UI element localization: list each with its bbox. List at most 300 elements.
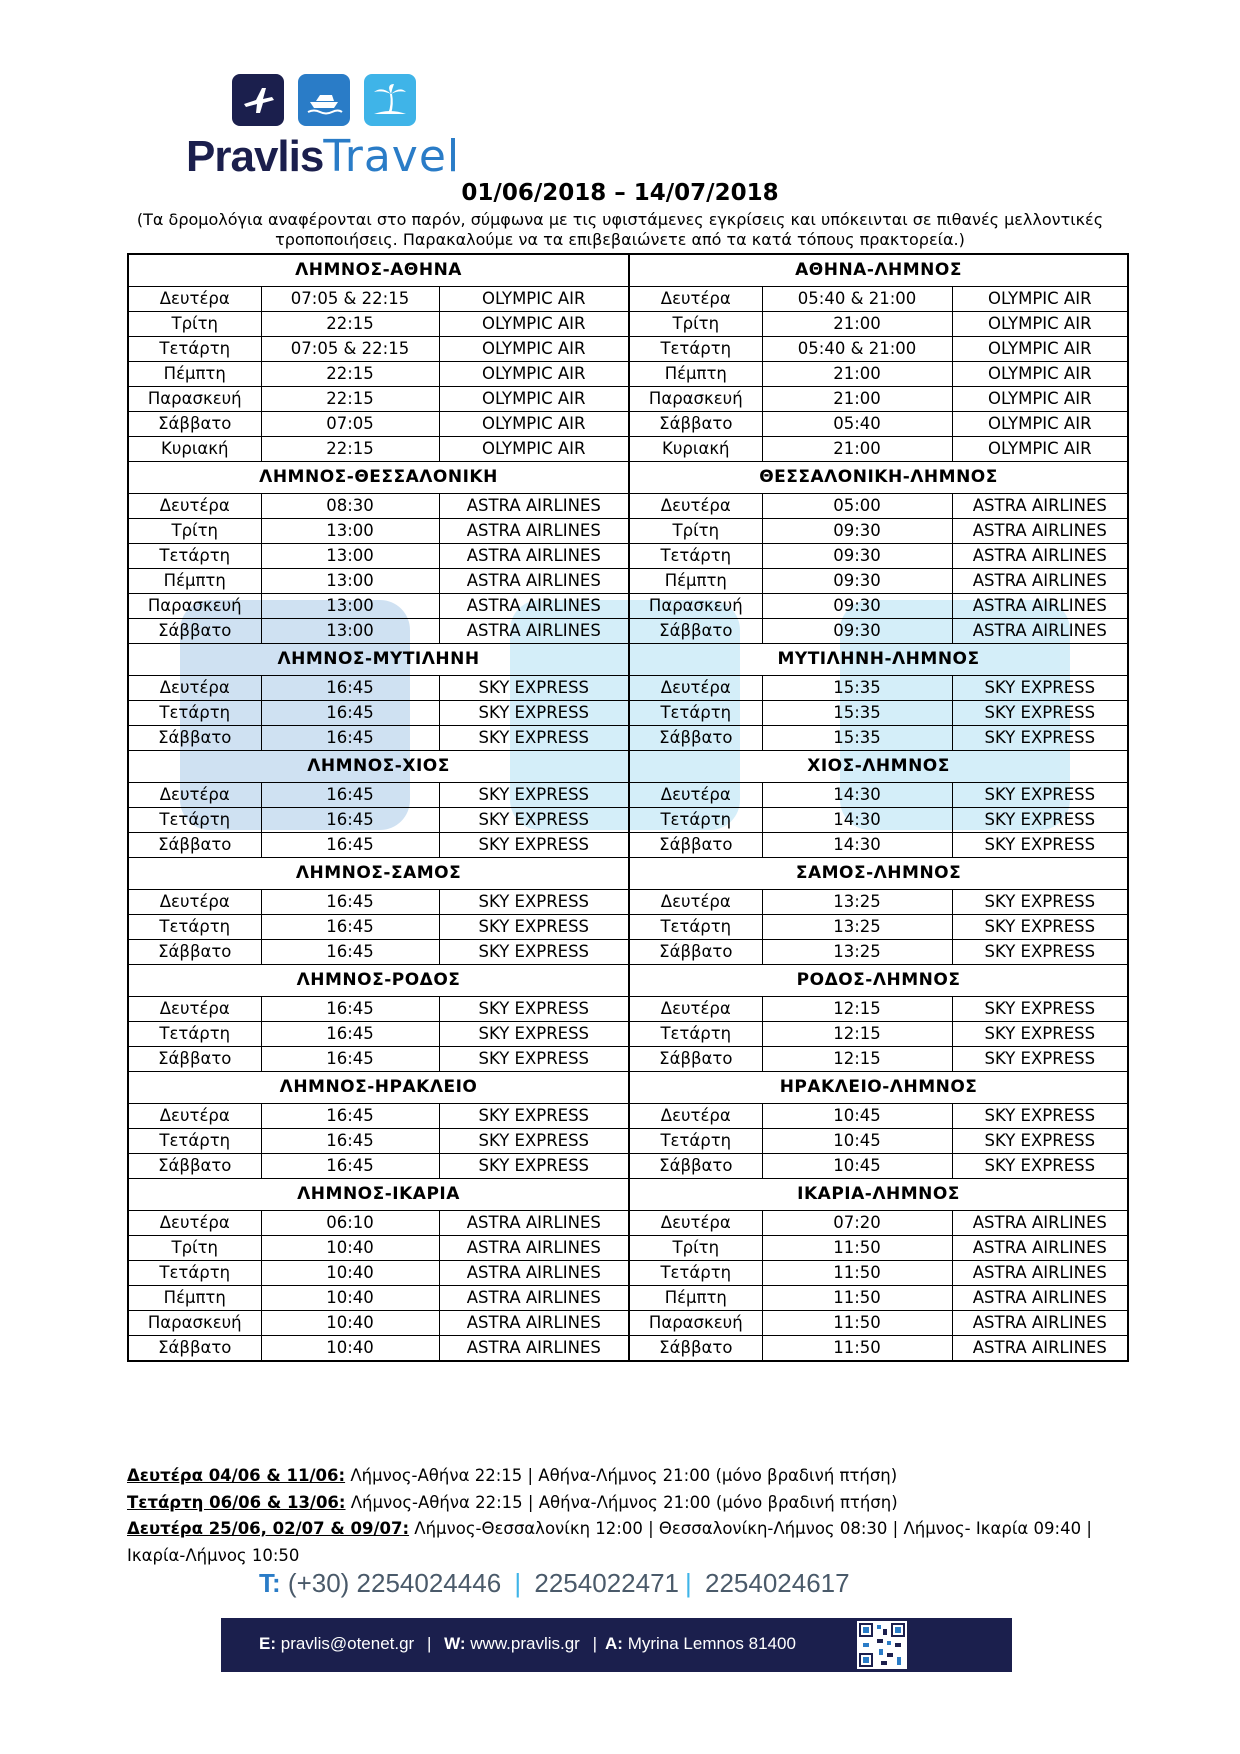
time-cell: 10:45 [762, 1129, 952, 1154]
flight-row [128, 833, 1128, 858]
footer-separator: | [426, 1634, 432, 1653]
airline-cell: ASTRA AIRLINES [952, 544, 1128, 569]
airline-cell: SKY EXPRESS [952, 1104, 1128, 1129]
route-title-outbound: ΛΗΜΝΟΣ-ΙΚΑΡΙΑ [128, 1179, 629, 1211]
airline-cell: OLYMPIC AIR [439, 337, 629, 362]
airline-cell: SKY EXPRESS [952, 940, 1128, 965]
flight-row [128, 940, 1128, 965]
airline-cell: SKY EXPRESS [952, 890, 1128, 915]
airline-cell: SKY EXPRESS [952, 1047, 1128, 1072]
flight-row [128, 1129, 1128, 1154]
flight-row [128, 494, 1128, 519]
time-cell: 13:00 [261, 619, 439, 644]
route-header-row [128, 254, 1128, 287]
time-cell: 05:40 & 21:00 [762, 287, 952, 312]
note-label: Τετάρτη 06/06 & 13/06: [127, 1492, 346, 1512]
day-cell: Τετάρτη [128, 544, 261, 569]
website-link[interactable]: www.pravlis.gr [470, 1634, 580, 1653]
time-cell: 10:40 [261, 1286, 439, 1311]
route-header-row [128, 751, 1128, 783]
note-line [127, 1463, 1127, 1490]
day-cell: Τετάρτη [128, 1261, 261, 1286]
time-cell: 06:10 [261, 1211, 439, 1236]
flight-row [128, 808, 1128, 833]
palm-tree-icon [364, 74, 416, 126]
note-label: Δευτέρα 04/06 & 11/06: [127, 1466, 346, 1485]
time-cell: 21:00 [762, 312, 952, 337]
day-cell: Δευτέρα [128, 676, 261, 701]
time-cell: 10:40 [261, 1336, 439, 1362]
airline-cell: SKY EXPRESS [439, 808, 629, 833]
day-cell: Σάββατο [629, 412, 762, 437]
time-cell: 09:30 [762, 619, 952, 644]
airline-cell: ASTRA AIRLINES [952, 1211, 1128, 1236]
time-cell: 16:45 [261, 701, 439, 726]
time-cell: 16:45 [261, 997, 439, 1022]
airline-cell: ASTRA AIRLINES [439, 594, 629, 619]
route-title-return: ΘΕΣΣΑΛΟΝΙΚΗ-ΛΗΜΝΟΣ [629, 462, 1128, 494]
flight-row [128, 544, 1128, 569]
time-cell: 05:40 & 21:00 [762, 337, 952, 362]
airline-cell: OLYMPIC AIR [439, 362, 629, 387]
airline-cell: SKY EXPRESS [952, 783, 1128, 808]
special-notes [127, 1463, 1127, 1569]
route-title-return: ΧΙΟΣ-ΛΗΜΝΟΣ [629, 751, 1128, 783]
phone-number-3: 2254024617 [705, 1568, 850, 1598]
time-cell: 13:00 [261, 569, 439, 594]
airline-cell: SKY EXPRESS [952, 701, 1128, 726]
day-cell: Σάββατο [128, 726, 261, 751]
web-label: W: [444, 1634, 466, 1653]
time-cell: 22:15 [261, 312, 439, 337]
flight-row [128, 726, 1128, 751]
route-header-row [128, 644, 1128, 676]
route-title-return: ΣΑΜΟΣ-ΛΗΜΝΟΣ [629, 858, 1128, 890]
airline-cell: SKY EXPRESS [439, 890, 629, 915]
day-cell: Τρίτη [128, 1236, 261, 1261]
day-cell: Τρίτη [128, 312, 261, 337]
airline-cell: OLYMPIC AIR [439, 387, 629, 412]
day-cell: Πέμπτη [128, 569, 261, 594]
day-cell: Τετάρτη [128, 1129, 261, 1154]
phone-number-2: 2254022471 [534, 1568, 679, 1598]
day-cell: Πέμπτη [629, 569, 762, 594]
route-title-outbound: ΛΗΜΝΟΣ-ΧΙΟΣ [128, 751, 629, 783]
time-cell: 13:25 [762, 915, 952, 940]
day-cell: Δευτέρα [629, 287, 762, 312]
airline-cell: SKY EXPRESS [952, 1154, 1128, 1179]
qr-code-icon[interactable] [857, 1621, 907, 1669]
time-cell: 16:45 [261, 1047, 439, 1072]
flight-row [128, 519, 1128, 544]
day-cell: Τετάρτη [629, 1261, 762, 1286]
airline-cell: ASTRA AIRLINES [439, 494, 629, 519]
day-cell: Δευτέρα [128, 1211, 261, 1236]
day-cell: Παρασκευή [128, 1311, 261, 1336]
day-cell: Σάββατο [629, 940, 762, 965]
flight-row [128, 619, 1128, 644]
airline-cell: OLYMPIC AIR [952, 387, 1128, 412]
airline-cell: SKY EXPRESS [952, 676, 1128, 701]
flight-row [128, 1022, 1128, 1047]
time-cell: 22:15 [261, 387, 439, 412]
airplane-icon [232, 74, 284, 126]
airline-cell: OLYMPIC AIR [439, 412, 629, 437]
time-cell: 05:40 [762, 412, 952, 437]
day-cell: Τρίτη [629, 312, 762, 337]
route-title-return: ΡΟΔΟΣ-ΛΗΜΝΟΣ [629, 965, 1128, 997]
email-link[interactable]: pravlis@otenet.gr [280, 1634, 415, 1653]
airline-cell: ASTRA AIRLINES [439, 519, 629, 544]
airline-cell: OLYMPIC AIR [952, 312, 1128, 337]
route-title-outbound: ΛΗΜΝΟΣ-ΡΟΔΟΣ [128, 965, 629, 997]
time-cell: 09:30 [762, 594, 952, 619]
brand-bold: Pravlis [186, 132, 324, 181]
airline-cell: SKY EXPRESS [952, 726, 1128, 751]
footer-text [259, 1634, 796, 1654]
flight-row [128, 362, 1128, 387]
time-cell: 05:00 [762, 494, 952, 519]
airline-cell: ASTRA AIRLINES [439, 1286, 629, 1311]
note-text: Λήμνος-Αθήνα 22:15 | Αθήνα-Λήμνος 21:00 (μόνο βραδινή πτήση) [345, 1492, 898, 1512]
airline-cell: SKY EXPRESS [439, 1129, 629, 1154]
day-cell: Πέμπτη [128, 1286, 261, 1311]
day-cell: Τετάρτη [629, 915, 762, 940]
airline-cell: ASTRA AIRLINES [952, 519, 1128, 544]
phone-line [259, 1568, 850, 1599]
airline-cell: SKY EXPRESS [952, 1129, 1128, 1154]
airline-cell: SKY EXPRESS [952, 1022, 1128, 1047]
time-cell: 13:00 [261, 544, 439, 569]
flight-row [128, 1261, 1128, 1286]
day-cell: Παρασκευή [629, 1311, 762, 1336]
day-cell: Σάββατο [128, 940, 261, 965]
flight-row [128, 387, 1128, 412]
date-range-title: 01/06/2018 – 14/07/2018 [461, 180, 779, 206]
time-cell: 14:30 [762, 808, 952, 833]
route-header-row [128, 1179, 1128, 1211]
airline-cell: ASTRA AIRLINES [439, 1236, 629, 1261]
day-cell: Δευτέρα [128, 890, 261, 915]
day-cell: Σάββατο [629, 1336, 762, 1362]
airline-cell: SKY EXPRESS [439, 1047, 629, 1072]
day-cell: Σάββατο [128, 1336, 261, 1362]
time-cell: 16:45 [261, 915, 439, 940]
airline-cell: OLYMPIC AIR [952, 362, 1128, 387]
route-header-row [128, 965, 1128, 997]
day-cell: Τετάρτη [629, 1022, 762, 1047]
day-cell: Τετάρτη [629, 808, 762, 833]
address-label: A: [605, 1634, 623, 1653]
time-cell: 16:45 [261, 833, 439, 858]
day-cell: Τετάρτη [128, 701, 261, 726]
time-cell: 21:00 [762, 387, 952, 412]
day-cell: Σάββατο [629, 726, 762, 751]
day-cell: Δευτέρα [629, 494, 762, 519]
time-cell: 16:45 [261, 940, 439, 965]
flight-row [128, 915, 1128, 940]
flight-row [128, 337, 1128, 362]
day-cell: Δευτέρα [629, 783, 762, 808]
airline-cell: SKY EXPRESS [952, 915, 1128, 940]
airline-cell: ASTRA AIRLINES [952, 494, 1128, 519]
route-title-outbound: ΛΗΜΝΟΣ-ΣΑΜΟΣ [128, 858, 629, 890]
time-cell: 22:15 [261, 362, 439, 387]
airline-cell: OLYMPIC AIR [439, 437, 629, 462]
time-cell: 09:30 [762, 569, 952, 594]
note-text: Λήμνος-Αθήνα 22:15 | Αθήνα-Λήμνος 21:00 (μόνο βραδινή πτήση) [345, 1466, 898, 1485]
airline-cell: ASTRA AIRLINES [439, 544, 629, 569]
day-cell: Τετάρτη [128, 337, 261, 362]
email-label: E: [259, 1634, 276, 1653]
day-cell: Σάββατο [128, 1047, 261, 1072]
time-cell: 07:05 & 22:15 [261, 287, 439, 312]
time-cell: 16:45 [261, 1129, 439, 1154]
route-title-outbound: ΛΗΜΝΟΣ-ΘΕΣΣΑΛΟΝΙΚΗ [128, 462, 629, 494]
flight-row [128, 312, 1128, 337]
time-cell: 12:15 [762, 997, 952, 1022]
phone-number-1: (+30) 2254024446 [287, 1568, 502, 1598]
day-cell: Παρασκευή [629, 594, 762, 619]
time-cell: 09:30 [762, 519, 952, 544]
time-cell: 10:45 [762, 1154, 952, 1179]
airline-cell: SKY EXPRESS [952, 997, 1128, 1022]
time-cell: 11:50 [762, 1261, 952, 1286]
airline-cell: ASTRA AIRLINES [439, 1311, 629, 1336]
flight-row [128, 676, 1128, 701]
airline-cell: SKY EXPRESS [439, 997, 629, 1022]
flight-row [128, 287, 1128, 312]
airline-cell: OLYMPIC AIR [952, 412, 1128, 437]
airline-cell: SKY EXPRESS [439, 1104, 629, 1129]
day-cell: Σάββατο [629, 619, 762, 644]
airline-cell: ASTRA AIRLINES [439, 1261, 629, 1286]
time-cell: 11:50 [762, 1236, 952, 1261]
airline-cell: ASTRA AIRLINES [952, 594, 1128, 619]
day-cell: Τετάρτη [629, 701, 762, 726]
airline-cell: ASTRA AIRLINES [952, 619, 1128, 644]
day-cell: Δευτέρα [629, 1211, 762, 1236]
route-header-row [128, 1072, 1128, 1104]
day-cell: Σάββατο [629, 1047, 762, 1072]
note-text: Λήμνος-Θεσσαλονίκη 12:00 | Θεσσαλονίκη-Λήμνος 08:30 | Λήμνος- Ικαρία 09:40 | Ικαρία-Λήμνος 10:50 [127, 1519, 1092, 1565]
time-cell: 22:15 [261, 437, 439, 462]
day-cell: Τετάρτη [629, 544, 762, 569]
airline-cell: ASTRA AIRLINES [439, 1211, 629, 1236]
day-cell: Σάββατο [128, 412, 261, 437]
flight-row [128, 1211, 1128, 1236]
flight-row [128, 701, 1128, 726]
day-cell: Δευτέρα [128, 783, 261, 808]
day-cell: Δευτέρα [629, 997, 762, 1022]
note-line [127, 1490, 1127, 1517]
time-cell: 16:45 [261, 890, 439, 915]
flight-row [128, 1154, 1128, 1179]
flight-row [128, 412, 1128, 437]
airline-cell: ASTRA AIRLINES [952, 1236, 1128, 1261]
time-cell: 16:45 [261, 676, 439, 701]
day-cell: Δευτέρα [128, 287, 261, 312]
time-cell: 16:45 [261, 726, 439, 751]
time-cell: 15:35 [762, 676, 952, 701]
airline-cell: SKY EXPRESS [439, 726, 629, 751]
airline-cell: SKY EXPRESS [439, 783, 629, 808]
day-cell: Πέμπτη [128, 362, 261, 387]
time-cell: 15:35 [762, 701, 952, 726]
flight-row [128, 1336, 1128, 1362]
time-cell: 11:50 [762, 1311, 952, 1336]
flight-schedule-table [127, 253, 1129, 1362]
airline-cell: SKY EXPRESS [439, 701, 629, 726]
day-cell: Σάββατο [128, 619, 261, 644]
day-cell: Δευτέρα [128, 1104, 261, 1129]
time-cell: 16:45 [261, 783, 439, 808]
time-cell: 14:30 [762, 833, 952, 858]
phone-separator: | [685, 1568, 692, 1598]
route-title-return: ΜΥΤΙΛΗΝΗ-ΛΗΜΝΟΣ [629, 644, 1128, 676]
day-cell: Τρίτη [629, 1236, 762, 1261]
time-cell: 07:20 [762, 1211, 952, 1236]
airline-cell: OLYMPIC AIR [439, 287, 629, 312]
time-cell: 12:15 [762, 1047, 952, 1072]
time-cell: 07:05 & 22:15 [261, 337, 439, 362]
day-cell: Παρασκευή [128, 387, 261, 412]
route-title-return: ΗΡΑΚΛΕΙΟ-ΛΗΜΝΟΣ [629, 1072, 1128, 1104]
day-cell: Σάββατο [629, 833, 762, 858]
day-cell: Πέμπτη [629, 1286, 762, 1311]
airline-cell: ASTRA AIRLINES [439, 619, 629, 644]
time-cell: 13:25 [762, 940, 952, 965]
flight-row [128, 890, 1128, 915]
airline-cell: SKY EXPRESS [952, 833, 1128, 858]
time-cell: 21:00 [762, 437, 952, 462]
airline-cell: SKY EXPRESS [439, 940, 629, 965]
day-cell: Τετάρτη [128, 1022, 261, 1047]
phone-label: T: [259, 1568, 281, 1598]
flight-row [128, 594, 1128, 619]
route-title-outbound: ΛΗΜΝΟΣ-ΗΡΑΚΛΕΙΟ [128, 1072, 629, 1104]
day-cell: Δευτέρα [629, 890, 762, 915]
day-cell: Κυριακή [629, 437, 762, 462]
flight-row [128, 1236, 1128, 1261]
day-cell: Σάββατο [128, 833, 261, 858]
day-cell: Δευτέρα [629, 1104, 762, 1129]
time-cell: 16:45 [261, 808, 439, 833]
contact-footer [221, 1618, 1012, 1672]
time-cell: 21:00 [762, 362, 952, 387]
day-cell: Τετάρτη [629, 337, 762, 362]
time-cell: 12:15 [762, 1022, 952, 1047]
airline-cell: OLYMPIC AIR [439, 312, 629, 337]
day-cell: Τρίτη [629, 519, 762, 544]
logo-tiles [232, 72, 422, 128]
time-cell: 13:25 [762, 890, 952, 915]
airline-cell: ASTRA AIRLINES [439, 1336, 629, 1362]
flight-row [128, 437, 1128, 462]
airline-cell: SKY EXPRESS [439, 1154, 629, 1179]
airline-cell: SKY EXPRESS [439, 1022, 629, 1047]
day-cell: Τρίτη [128, 519, 261, 544]
time-cell: 16:45 [261, 1022, 439, 1047]
time-cell: 09:30 [762, 544, 952, 569]
airline-cell: ASTRA AIRLINES [952, 1336, 1128, 1362]
route-header-row [128, 462, 1128, 494]
route-title-return: ΙΚΑΡΙΑ-ΛΗΜΝΟΣ [629, 1179, 1128, 1211]
time-cell: 07:05 [261, 412, 439, 437]
time-cell: 08:30 [261, 494, 439, 519]
flight-row [128, 783, 1128, 808]
airline-cell: ASTRA AIRLINES [952, 1261, 1128, 1286]
airline-cell: OLYMPIC AIR [952, 337, 1128, 362]
flight-row [128, 569, 1128, 594]
phone-separator: | [514, 1568, 522, 1598]
route-title-outbound: ΛΗΜΝΟΣ-ΑΘΗΝΑ [128, 254, 629, 287]
airline-cell: ASTRA AIRLINES [952, 1311, 1128, 1336]
address-text: Myrina Lemnos 81400 [627, 1634, 796, 1653]
time-cell: 13:00 [261, 519, 439, 544]
day-cell: Κυριακή [128, 437, 261, 462]
flight-row [128, 1311, 1128, 1336]
airline-cell: SKY EXPRESS [952, 808, 1128, 833]
day-cell: Δευτέρα [128, 997, 261, 1022]
flight-row [128, 1286, 1128, 1311]
day-cell: Σάββατο [128, 1154, 261, 1179]
airline-cell: ASTRA AIRLINES [952, 1286, 1128, 1311]
time-cell: 10:40 [261, 1261, 439, 1286]
note-label: Δευτέρα 25/06, 02/07 & 09/07: [127, 1519, 410, 1538]
flight-row [128, 1104, 1128, 1129]
day-cell: Δευτέρα [128, 494, 261, 519]
logo [186, 72, 486, 182]
airline-cell: OLYMPIC AIR [952, 437, 1128, 462]
time-cell: 13:00 [261, 594, 439, 619]
airline-cell: ASTRA AIRLINES [439, 569, 629, 594]
time-cell: 10:45 [762, 1104, 952, 1129]
flight-row [128, 1047, 1128, 1072]
ship-icon [298, 74, 350, 126]
airline-cell: SKY EXPRESS [439, 833, 629, 858]
route-title-return: ΑΘΗΝΑ-ΛΗΜΝΟΣ [629, 254, 1128, 287]
day-cell: Πέμπτη [629, 362, 762, 387]
day-cell: Παρασκευή [629, 387, 762, 412]
airline-cell: ASTRA AIRLINES [952, 569, 1128, 594]
time-cell: 10:40 [261, 1311, 439, 1336]
flight-row [128, 997, 1128, 1022]
note-line [127, 1516, 1127, 1569]
route-title-outbound: ΛΗΜΝΟΣ-ΜΥΤΙΛΗΝΗ [128, 644, 629, 676]
airline-cell: SKY EXPRESS [439, 915, 629, 940]
airline-cell: OLYMPIC AIR [952, 287, 1128, 312]
route-header-row [128, 858, 1128, 890]
footer-separator: | [592, 1634, 598, 1653]
time-cell: 11:50 [762, 1286, 952, 1311]
time-cell: 11:50 [762, 1336, 952, 1362]
airline-cell: SKY EXPRESS [439, 676, 629, 701]
day-cell: Παρασκευή [128, 594, 261, 619]
time-cell: 15:35 [762, 726, 952, 751]
time-cell: 10:40 [261, 1236, 439, 1261]
day-cell: Τετάρτη [128, 808, 261, 833]
time-cell: 16:45 [261, 1154, 439, 1179]
brand-light: Travel [323, 131, 461, 182]
disclaimer-text: (Τα δρομολόγια αναφέρονται στο παρόν, σύμφωνα με τις υφιστάμενες εγκρίσεις και υπόκεινται σε πιθανές μελλοντικές τροποποιήσεις. Παρακαλούμε να τα επιβεβαιώνετε από τα κατά τόπους πρακτορεία.) [136, 210, 1104, 249]
day-cell: Τετάρτη [629, 1129, 762, 1154]
day-cell: Δευτέρα [629, 676, 762, 701]
day-cell: Σάββατο [629, 1154, 762, 1179]
time-cell: 16:45 [261, 1104, 439, 1129]
brand-name [186, 131, 461, 182]
day-cell: Τετάρτη [128, 915, 261, 940]
